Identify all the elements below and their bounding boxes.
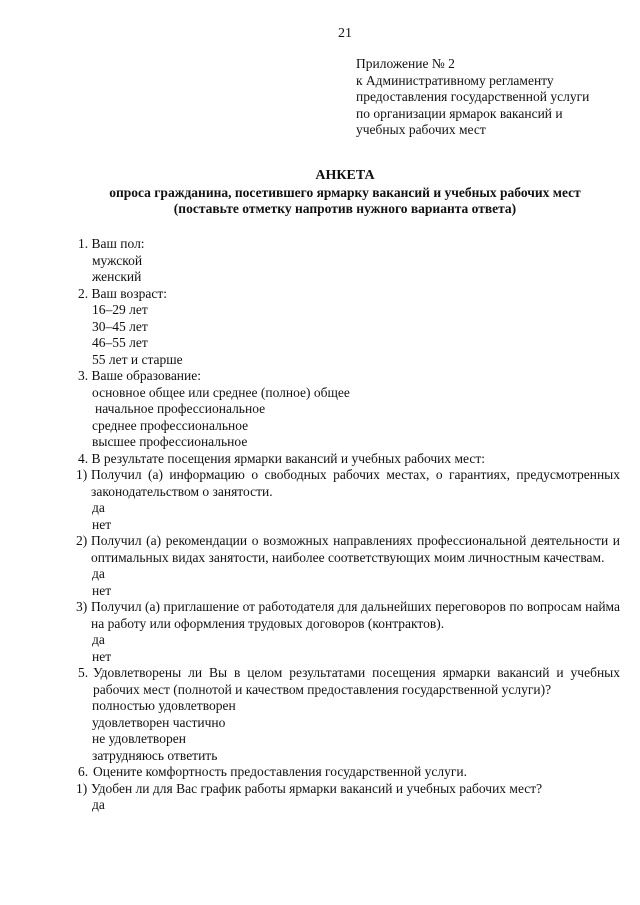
answer-option[interactable]: затрудняюсь ответить [92, 747, 218, 763]
question-number: 6. [78, 764, 89, 779]
questionnaire [78, 236, 620, 814]
appendix-line: Приложение № 2 [356, 56, 455, 71]
question-3-label: 3. Ваше образование: [78, 368, 202, 383]
question-5-text: Удовлетворены ли Вы в целом результатами посещения ярмарки вакансий и учебных рабочих мест (полнотой и качеством предоставления государственной услуги)? [93, 665, 620, 697]
question-5 [78, 665, 620, 698]
answer-option[interactable]: нет [92, 582, 112, 598]
answer-option[interactable]: 16–29 лет [92, 302, 148, 317]
sub-question-text: Получил (а) рекомендации о возможных направлениях профессиональной деятельности и оптимальных видах занятости, наиболее соответствующих моим личностным качествам. [91, 533, 620, 565]
sub-question-text: Получил (а) информацию о свободных рабочих местах, о гарантиях, предусмотренных законодательством о занятости. [91, 467, 620, 499]
appendix-line: к Административному регламенту [356, 72, 554, 88]
question-1-label: 1. Ваш пол: [78, 236, 145, 251]
question-4-label: 4. В результате посещения ярмарки вакансий и учебных рабочих мест: [78, 450, 485, 466]
document-title: АНКЕТА [315, 168, 375, 183]
page-number: 21 [338, 26, 352, 41]
appendix-line: учебных рабочих мест [356, 122, 486, 137]
document-subtitle: опроса гражданина, посетившего ярмарку вакансий и учебных рабочих мест [109, 184, 581, 200]
answer-option[interactable]: мужской [92, 252, 143, 268]
answer-option[interactable]: 46–55 лет [92, 335, 148, 350]
sub-question-number: 2) [76, 533, 88, 548]
appendix-line: предоставления государственной услуги [356, 89, 590, 104]
sub-question-number: 3) [76, 599, 88, 614]
question-number: 5. [78, 665, 89, 680]
answer-option[interactable]: среднее профессиональное [92, 417, 249, 433]
answer-option[interactable]: да [92, 566, 105, 581]
answer-option[interactable]: да [92, 632, 105, 647]
sub-question-number: 1) [76, 467, 88, 482]
question-6 [78, 764, 620, 781]
sub-question-text: Удобен ли для Вас график работы ярмарки вакансий и учебных рабочих мест? [91, 780, 543, 796]
title-block [40, 168, 640, 218]
answer-option[interactable]: 30–45 лет [92, 318, 148, 334]
answer-option[interactable]: нет [92, 516, 112, 532]
answer-option[interactable]: 55 лет и старше [92, 351, 183, 367]
answer-option[interactable]: основное общее или среднее (полное) общее [92, 384, 350, 400]
question-2-label: 2. Ваш возраст: [78, 285, 168, 301]
answer-option[interactable]: начальное профессиональное [95, 401, 266, 416]
answer-option[interactable]: да [92, 500, 105, 515]
appendix-line: по организации ярмарок вакансий и [356, 105, 563, 121]
sub-question-number: 1) [76, 780, 88, 796]
answer-option[interactable]: женский [92, 269, 142, 284]
sub-question-text: Получил (а) приглашение от работодателя для дальнейших переговоров по вопросам найма на работу или оформления трудовых договоров (контрактов). [91, 599, 620, 631]
answer-option[interactable]: полностью удовлетворен [92, 698, 236, 713]
sub-question-4-2 [76, 533, 620, 566]
sub-question-6-1 [76, 781, 620, 798]
answer-option[interactable]: удовлетворен частично [92, 714, 226, 730]
answer-option[interactable]: высшее профессиональное [92, 434, 248, 449]
question-6-text: Оцените комфортность предоставления государственной услуги. [93, 764, 467, 779]
sub-question-4-3 [76, 599, 620, 632]
document-instruction: (поставьте отметку напротив нужного варианта ответа) [173, 201, 517, 216]
appendix-header [356, 56, 589, 139]
answer-option[interactable]: да [92, 797, 105, 812]
answer-option[interactable]: нет [92, 648, 112, 664]
sub-question-4-1 [76, 467, 620, 500]
answer-option[interactable]: не удовлетворен [92, 731, 186, 746]
